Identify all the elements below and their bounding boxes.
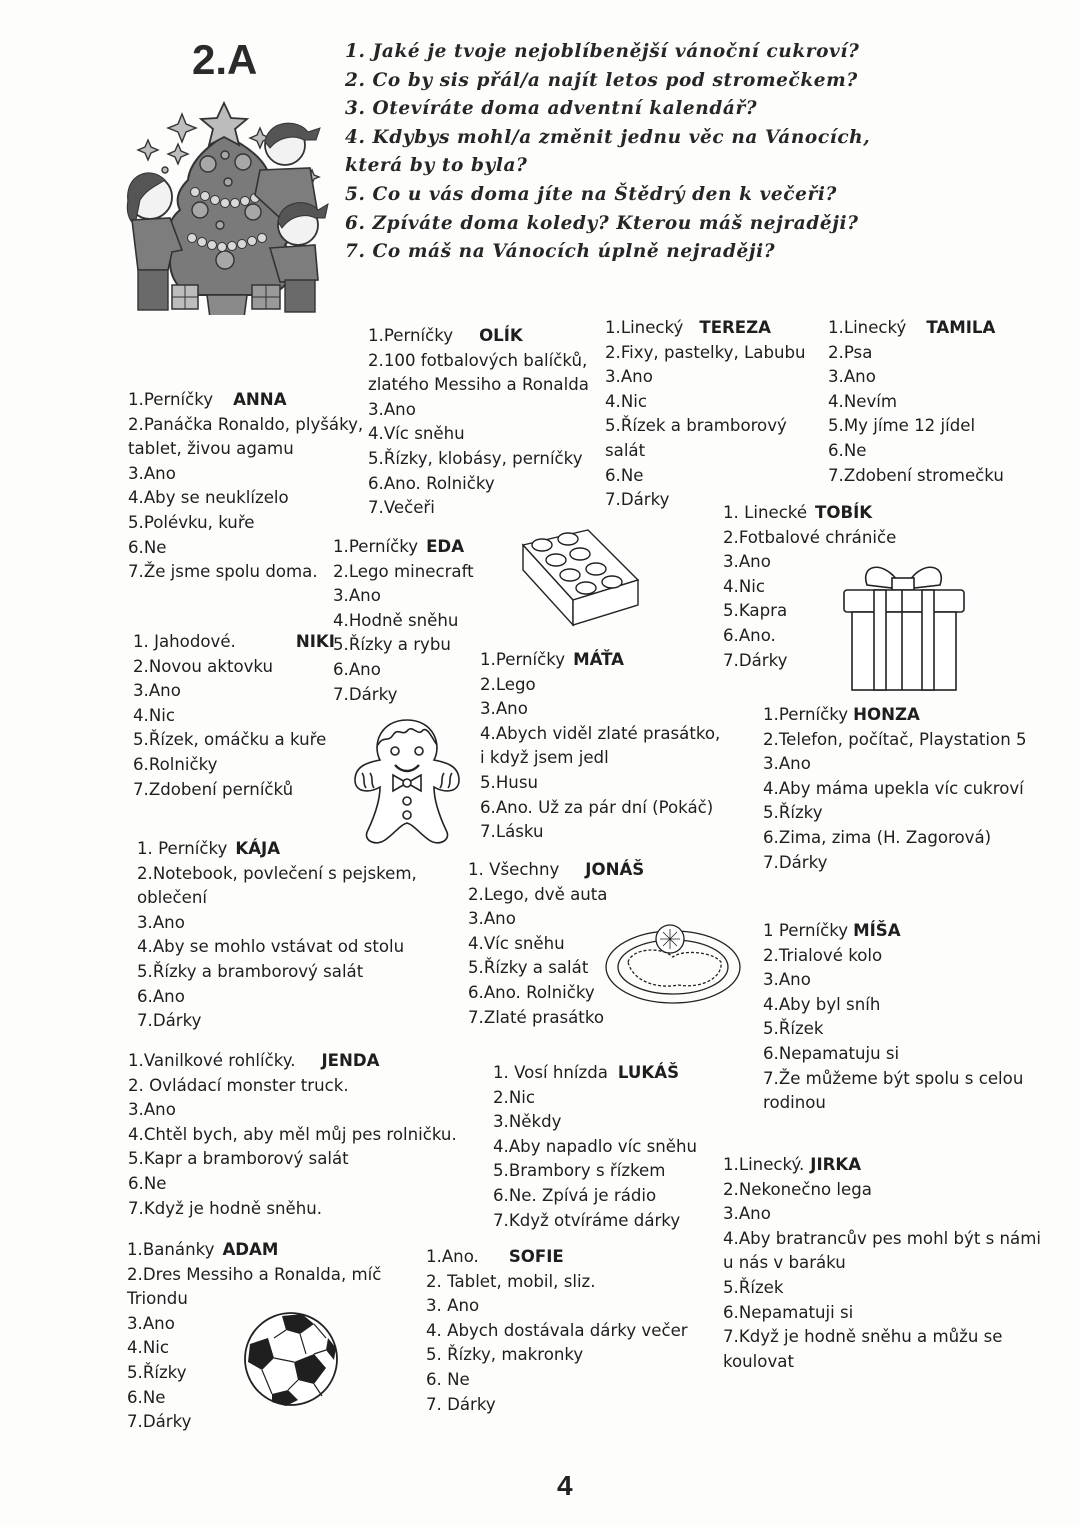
answer-line: 6.Nepamatuju si bbox=[763, 1043, 900, 1063]
question: 2. Co by sis přál/a najít letos pod stromečkem? bbox=[345, 69, 858, 91]
answer-line: 3.Ano bbox=[333, 586, 381, 606]
answer-text: 1. Jahodové. bbox=[133, 632, 236, 651]
answer-line: 2.Novou aktovku bbox=[133, 656, 274, 676]
answer-line-favorite-cookie bbox=[333, 535, 474, 560]
answer-line: 2.Trialové kolo bbox=[763, 945, 883, 965]
answer-line: 2.Telefon, počítač, Playstation 5 bbox=[763, 729, 1027, 749]
answer-line: 3.Ano bbox=[128, 1100, 176, 1120]
answer-line: 7.Že jsme spolu doma. bbox=[128, 562, 318, 582]
answer-line-favorite-cookie bbox=[368, 324, 589, 349]
student-name: JONÁŠ bbox=[585, 860, 645, 879]
student-name: TAMILA bbox=[926, 318, 996, 337]
answer-line: 6.Rolničky bbox=[133, 754, 218, 774]
answer-line: 5.Kapr a bramborový salát bbox=[128, 1149, 349, 1169]
answer-block-misa bbox=[763, 919, 1023, 1116]
answer-line-favorite-cookie bbox=[128, 1049, 457, 1074]
answer-line: 5.Řízek a bramborový bbox=[605, 416, 787, 436]
answer-line: 2. Ovládací monster truck. bbox=[128, 1075, 349, 1095]
answer-line: 7.Zlaté prasátko bbox=[468, 1007, 604, 1027]
answer-line: oblečení bbox=[137, 888, 207, 908]
answer-line: 7. Dárky bbox=[426, 1394, 496, 1414]
answer-text: 1.Perníčky bbox=[368, 326, 454, 345]
answer-line: koulovat bbox=[723, 1351, 794, 1371]
answer-line: rodinou bbox=[763, 1093, 826, 1113]
answer-line: 4.Aby byl sníh bbox=[763, 994, 881, 1014]
answer-line: 7.Když otvíráme dárky bbox=[493, 1210, 681, 1230]
answer-line: 4.Nic bbox=[605, 391, 647, 411]
answer-line-favorite-cookie bbox=[763, 703, 1027, 728]
christmas-tree-children-icon bbox=[120, 100, 335, 315]
answer-line: 6.Ne bbox=[128, 537, 167, 557]
student-name: SOFIE bbox=[508, 1247, 564, 1266]
answer-line: 2.Lego bbox=[480, 674, 536, 694]
answer-line: zlatého Messiho a Ronalda bbox=[368, 375, 589, 395]
question: 1. Jaké je tvoje nejoblíbenější vánoční cukroví? bbox=[345, 41, 860, 62]
answer-block-eda bbox=[333, 535, 474, 707]
answer-line: 4.Aby se neuklízelo bbox=[128, 488, 289, 508]
answer-line: 4.Víc sněhu bbox=[468, 933, 565, 953]
answer-line: 6.Ano. bbox=[723, 625, 776, 645]
gingerbread-man-icon bbox=[350, 715, 465, 850]
answer-line: 2.Lego minecraft bbox=[333, 561, 474, 581]
answer-line: 7.Dárky bbox=[763, 852, 828, 872]
answer-line: 4.Hodně sněhu bbox=[333, 610, 459, 630]
answer-block-sofie bbox=[426, 1245, 688, 1417]
answer-line-favorite-cookie bbox=[723, 1153, 1041, 1178]
answer-line: 7.Když je hodně sněhu a můžu se bbox=[723, 1327, 1003, 1347]
answer-line: 2. Tablet, mobil, sliz. bbox=[426, 1271, 596, 1291]
answer-line: 4.Aby bratrancův pes mohl být s námi bbox=[723, 1228, 1041, 1248]
answer-line: 4.Aby se mohlo vstávat od stolu bbox=[137, 937, 405, 957]
answer-line: tablet, živou agamu bbox=[128, 439, 294, 459]
answer-line: 7.Dárky bbox=[605, 490, 670, 510]
answer-line: 6. Ne bbox=[426, 1369, 470, 1389]
answer-line: 3.Ano bbox=[763, 970, 811, 990]
student-name: ADAM bbox=[222, 1240, 279, 1259]
gift-box-icon bbox=[842, 560, 967, 695]
answer-text: 1. Perníčky bbox=[137, 839, 228, 858]
answer-block-mata bbox=[480, 648, 720, 845]
answer-line-favorite-cookie bbox=[480, 648, 720, 673]
answer-line: 5.Husu bbox=[480, 772, 538, 792]
answer-line-favorite-cookie bbox=[605, 316, 806, 341]
answer-line: 3.Ano bbox=[723, 552, 771, 572]
student-name: MÍŠA bbox=[853, 921, 901, 940]
student-name: HONZA bbox=[853, 705, 920, 724]
answer-line: 2.Nic bbox=[493, 1087, 535, 1107]
answer-line: 3.Ano bbox=[137, 912, 185, 932]
student-name: MÁŤA bbox=[573, 650, 625, 669]
answer-line: 6.Zima, zima (H. Zagorová) bbox=[763, 827, 992, 847]
lego-brick-icon bbox=[518, 525, 643, 630]
questions-list bbox=[345, 38, 985, 267]
answer-line: 7.Dárky bbox=[333, 684, 398, 704]
answer-line: 4.Nic bbox=[127, 1338, 169, 1358]
answer-text: 1. Vosí hnízda bbox=[493, 1063, 608, 1082]
answer-line: 4.Aby napadlo víc sněhu bbox=[493, 1136, 698, 1156]
answer-line-favorite-cookie bbox=[493, 1061, 697, 1086]
answer-block-olik bbox=[368, 324, 589, 521]
answer-line: 2.Fotbalové chrániče bbox=[723, 527, 897, 547]
answer-line: 3.Ano bbox=[133, 681, 181, 701]
answer-line: 6.Ano bbox=[137, 986, 185, 1006]
answer-line: 7.Dárky bbox=[127, 1412, 192, 1432]
answer-line: 5.Řízky a bramborový salát bbox=[137, 961, 364, 981]
answer-line-favorite-cookie bbox=[723, 501, 896, 526]
answer-line: salát bbox=[605, 440, 646, 460]
answer-line: 4.Aby máma upekla víc cukroví bbox=[763, 778, 1024, 798]
answer-line: 7.Když je hodně sněhu. bbox=[128, 1198, 323, 1218]
question: 6. Zpíváte doma koledy? Kterou máš nejraději? bbox=[345, 212, 859, 234]
answer-line: 5.Řízky a rybu bbox=[333, 635, 451, 655]
answer-line: 7.Dárky bbox=[137, 1011, 202, 1031]
answer-block-tereza bbox=[605, 316, 806, 513]
answer-line: 5.Řízky bbox=[127, 1362, 187, 1382]
answer-block-anna bbox=[128, 388, 363, 585]
student-name: OLÍK bbox=[479, 326, 523, 345]
answer-line-favorite-cookie bbox=[133, 630, 335, 655]
answer-line: 7.Večeři bbox=[368, 498, 435, 518]
answer-line: 3.Někdy bbox=[493, 1112, 562, 1132]
answer-line: 5.Řízek, omáčku a kuře bbox=[133, 730, 327, 750]
answer-text: 1.Linecký bbox=[605, 318, 684, 337]
soccer-ball-icon bbox=[242, 1310, 340, 1408]
question: 4. Kdybys mohl/a změnit jednu věc na Vánocích, bbox=[345, 126, 871, 148]
answer-line: 6.Ne. Zpívá je rádio bbox=[493, 1185, 657, 1205]
answer-line: 2.Dres Messiho a Ronalda, míč bbox=[127, 1264, 382, 1284]
answer-text: 1.Banánky bbox=[127, 1240, 215, 1259]
answer-line: 7.Dárky bbox=[723, 650, 788, 670]
answer-text: 1.Perníčky bbox=[128, 390, 214, 409]
answer-line: 3.Ano bbox=[127, 1313, 175, 1333]
answer-line: 6.Ano. Už za pár dní (Pokáč) bbox=[480, 797, 714, 817]
answer-line: 6.Ano. Rolničky bbox=[468, 982, 595, 1002]
question: 7. Co máš na Vánocích úplně nejraději? bbox=[345, 241, 776, 263]
answer-line: 7.Lásku bbox=[480, 822, 544, 842]
schnitzel-plate-icon bbox=[603, 917, 743, 1007]
answer-line: 6.Nepamatuji si bbox=[723, 1302, 854, 1322]
answer-line: Triondu bbox=[127, 1289, 188, 1309]
answer-line-favorite-cookie bbox=[828, 316, 1004, 341]
answer-line: 2.Notebook, povlečení s pejskem, bbox=[137, 863, 417, 883]
answer-line: u nás v baráku bbox=[723, 1253, 846, 1273]
answer-text: 1. Linecké bbox=[723, 503, 808, 522]
student-name: NIKI bbox=[295, 632, 335, 651]
answer-line: 5.Kapra bbox=[723, 601, 788, 621]
answer-line: 3.Ano bbox=[468, 909, 516, 929]
answer-line: 2.100 fotbalových balíčků, bbox=[368, 350, 588, 370]
answer-text: 1.Linecký bbox=[828, 318, 907, 337]
student-name: JENDA bbox=[321, 1051, 380, 1070]
answer-line: 4.Nic bbox=[133, 705, 175, 725]
answer-line-favorite-cookie bbox=[426, 1245, 688, 1270]
answer-line: 4.Chtěl bych, aby měl můj pes rolničku. bbox=[128, 1124, 457, 1144]
answer-line: 5. Řízky, makronky bbox=[426, 1345, 584, 1365]
answer-line: 7.Že můžeme být spolu s celou bbox=[763, 1068, 1024, 1088]
answer-line: 5.My jíme 12 jídel bbox=[828, 416, 976, 436]
answer-line: 7.Zdobení perníčků bbox=[133, 779, 294, 799]
answer-text: 1.Perníčky bbox=[333, 537, 419, 556]
answer-line-favorite-cookie bbox=[763, 919, 1023, 944]
answer-line: 2.Psa bbox=[828, 342, 873, 362]
student-name: EDA bbox=[426, 537, 465, 556]
question: 3. Otevíráte doma adventní kalendář? bbox=[345, 98, 758, 120]
answer-text: 1.Vanilkové rohlíčky. bbox=[128, 1051, 296, 1070]
answer-line: 4.Nic bbox=[723, 576, 765, 596]
answer-line: 6.Ano bbox=[333, 659, 381, 679]
answer-line-favorite-cookie bbox=[127, 1238, 381, 1263]
answer-line: 3.Ano bbox=[763, 754, 811, 774]
answer-line: 3.Ano bbox=[828, 367, 876, 387]
answer-line: 6.Ne bbox=[128, 1173, 167, 1193]
answer-block-honza bbox=[763, 703, 1027, 875]
answer-line: 2.Fixy, pastelky, Labubu bbox=[605, 342, 806, 362]
answer-line: i když jsem jedl bbox=[480, 748, 609, 768]
answer-line-favorite-cookie bbox=[128, 388, 363, 413]
class-title: 2.A bbox=[192, 36, 258, 83]
answer-text: 1.Ano. bbox=[426, 1247, 479, 1266]
question: 5. Co u vás doma jíte na Štědrý den k večeři? bbox=[345, 183, 837, 205]
answer-block-kaja bbox=[137, 837, 417, 1034]
student-name: JIRKA bbox=[810, 1155, 862, 1174]
answer-line: 6.Ne bbox=[828, 440, 867, 460]
answer-line: 7.Zdobení stromečku bbox=[828, 465, 1004, 485]
answer-line: 6.Ne bbox=[605, 465, 644, 485]
student-name: LUKÁŠ bbox=[617, 1063, 680, 1082]
answer-text: 1 Perníčky bbox=[763, 921, 849, 940]
question-continuation: která by to byla? bbox=[345, 155, 528, 177]
student-name: KÁJA bbox=[235, 839, 281, 858]
answer-block-tamila bbox=[828, 316, 1004, 488]
answer-line: 2.Lego, dvě auta bbox=[468, 884, 608, 904]
student-name: ANNA bbox=[233, 390, 287, 409]
answer-line: 3.Ano bbox=[605, 367, 653, 387]
answer-line: 3.Ano bbox=[480, 699, 528, 719]
answer-line: 4.Abych viděl zlaté prasátko, bbox=[480, 723, 721, 743]
answer-line: 3. Ano bbox=[426, 1296, 480, 1316]
answer-block-jenda bbox=[128, 1049, 457, 1221]
answer-text: 1.Perníčky bbox=[480, 650, 566, 669]
answer-line: 4. Abych dostávala dárky večer bbox=[426, 1320, 688, 1340]
answer-line: 6.Ano. Rolničky bbox=[368, 473, 495, 493]
answer-line: 4.Nevím bbox=[828, 391, 898, 411]
student-name: TOBÍK bbox=[815, 503, 873, 522]
answer-line: 3.Ano bbox=[368, 399, 416, 419]
answer-block-lukas bbox=[493, 1061, 697, 1233]
student-name: TEREZA bbox=[699, 318, 772, 337]
answer-block-jirka bbox=[723, 1153, 1041, 1374]
answer-line-favorite-cookie bbox=[468, 858, 644, 883]
answer-line: 4.Víc sněhu bbox=[368, 424, 465, 444]
answer-line: 5.Řízek bbox=[723, 1277, 784, 1297]
answer-line: 2.Panáčka Ronaldo, plyšáky, bbox=[128, 414, 364, 434]
answer-line: 5.Řízky bbox=[763, 803, 823, 823]
answer-line: 5.Řízky a salát bbox=[468, 958, 589, 978]
answer-text: 1.Perníčky bbox=[763, 705, 849, 724]
answer-line: 2.Nekonečno lega bbox=[723, 1179, 872, 1199]
answer-line: 3.Ano bbox=[723, 1204, 771, 1224]
answer-line: 5.Řízky, klobásy, perníčky bbox=[368, 448, 583, 468]
answer-line: 5.Řízek bbox=[763, 1019, 824, 1039]
answer-text: 1.Linecký. bbox=[723, 1155, 805, 1174]
answer-block-niki bbox=[133, 630, 335, 802]
answer-line: 5.Polévku, kuře bbox=[128, 512, 255, 532]
answer-line: 6.Ne bbox=[127, 1387, 166, 1407]
answer-text: 1. Všechny bbox=[468, 860, 560, 879]
answer-line: 3.Ano bbox=[128, 463, 176, 483]
page-number: 4 bbox=[557, 1470, 573, 1501]
answer-line: 5.Brambory s řízkem bbox=[493, 1161, 666, 1181]
